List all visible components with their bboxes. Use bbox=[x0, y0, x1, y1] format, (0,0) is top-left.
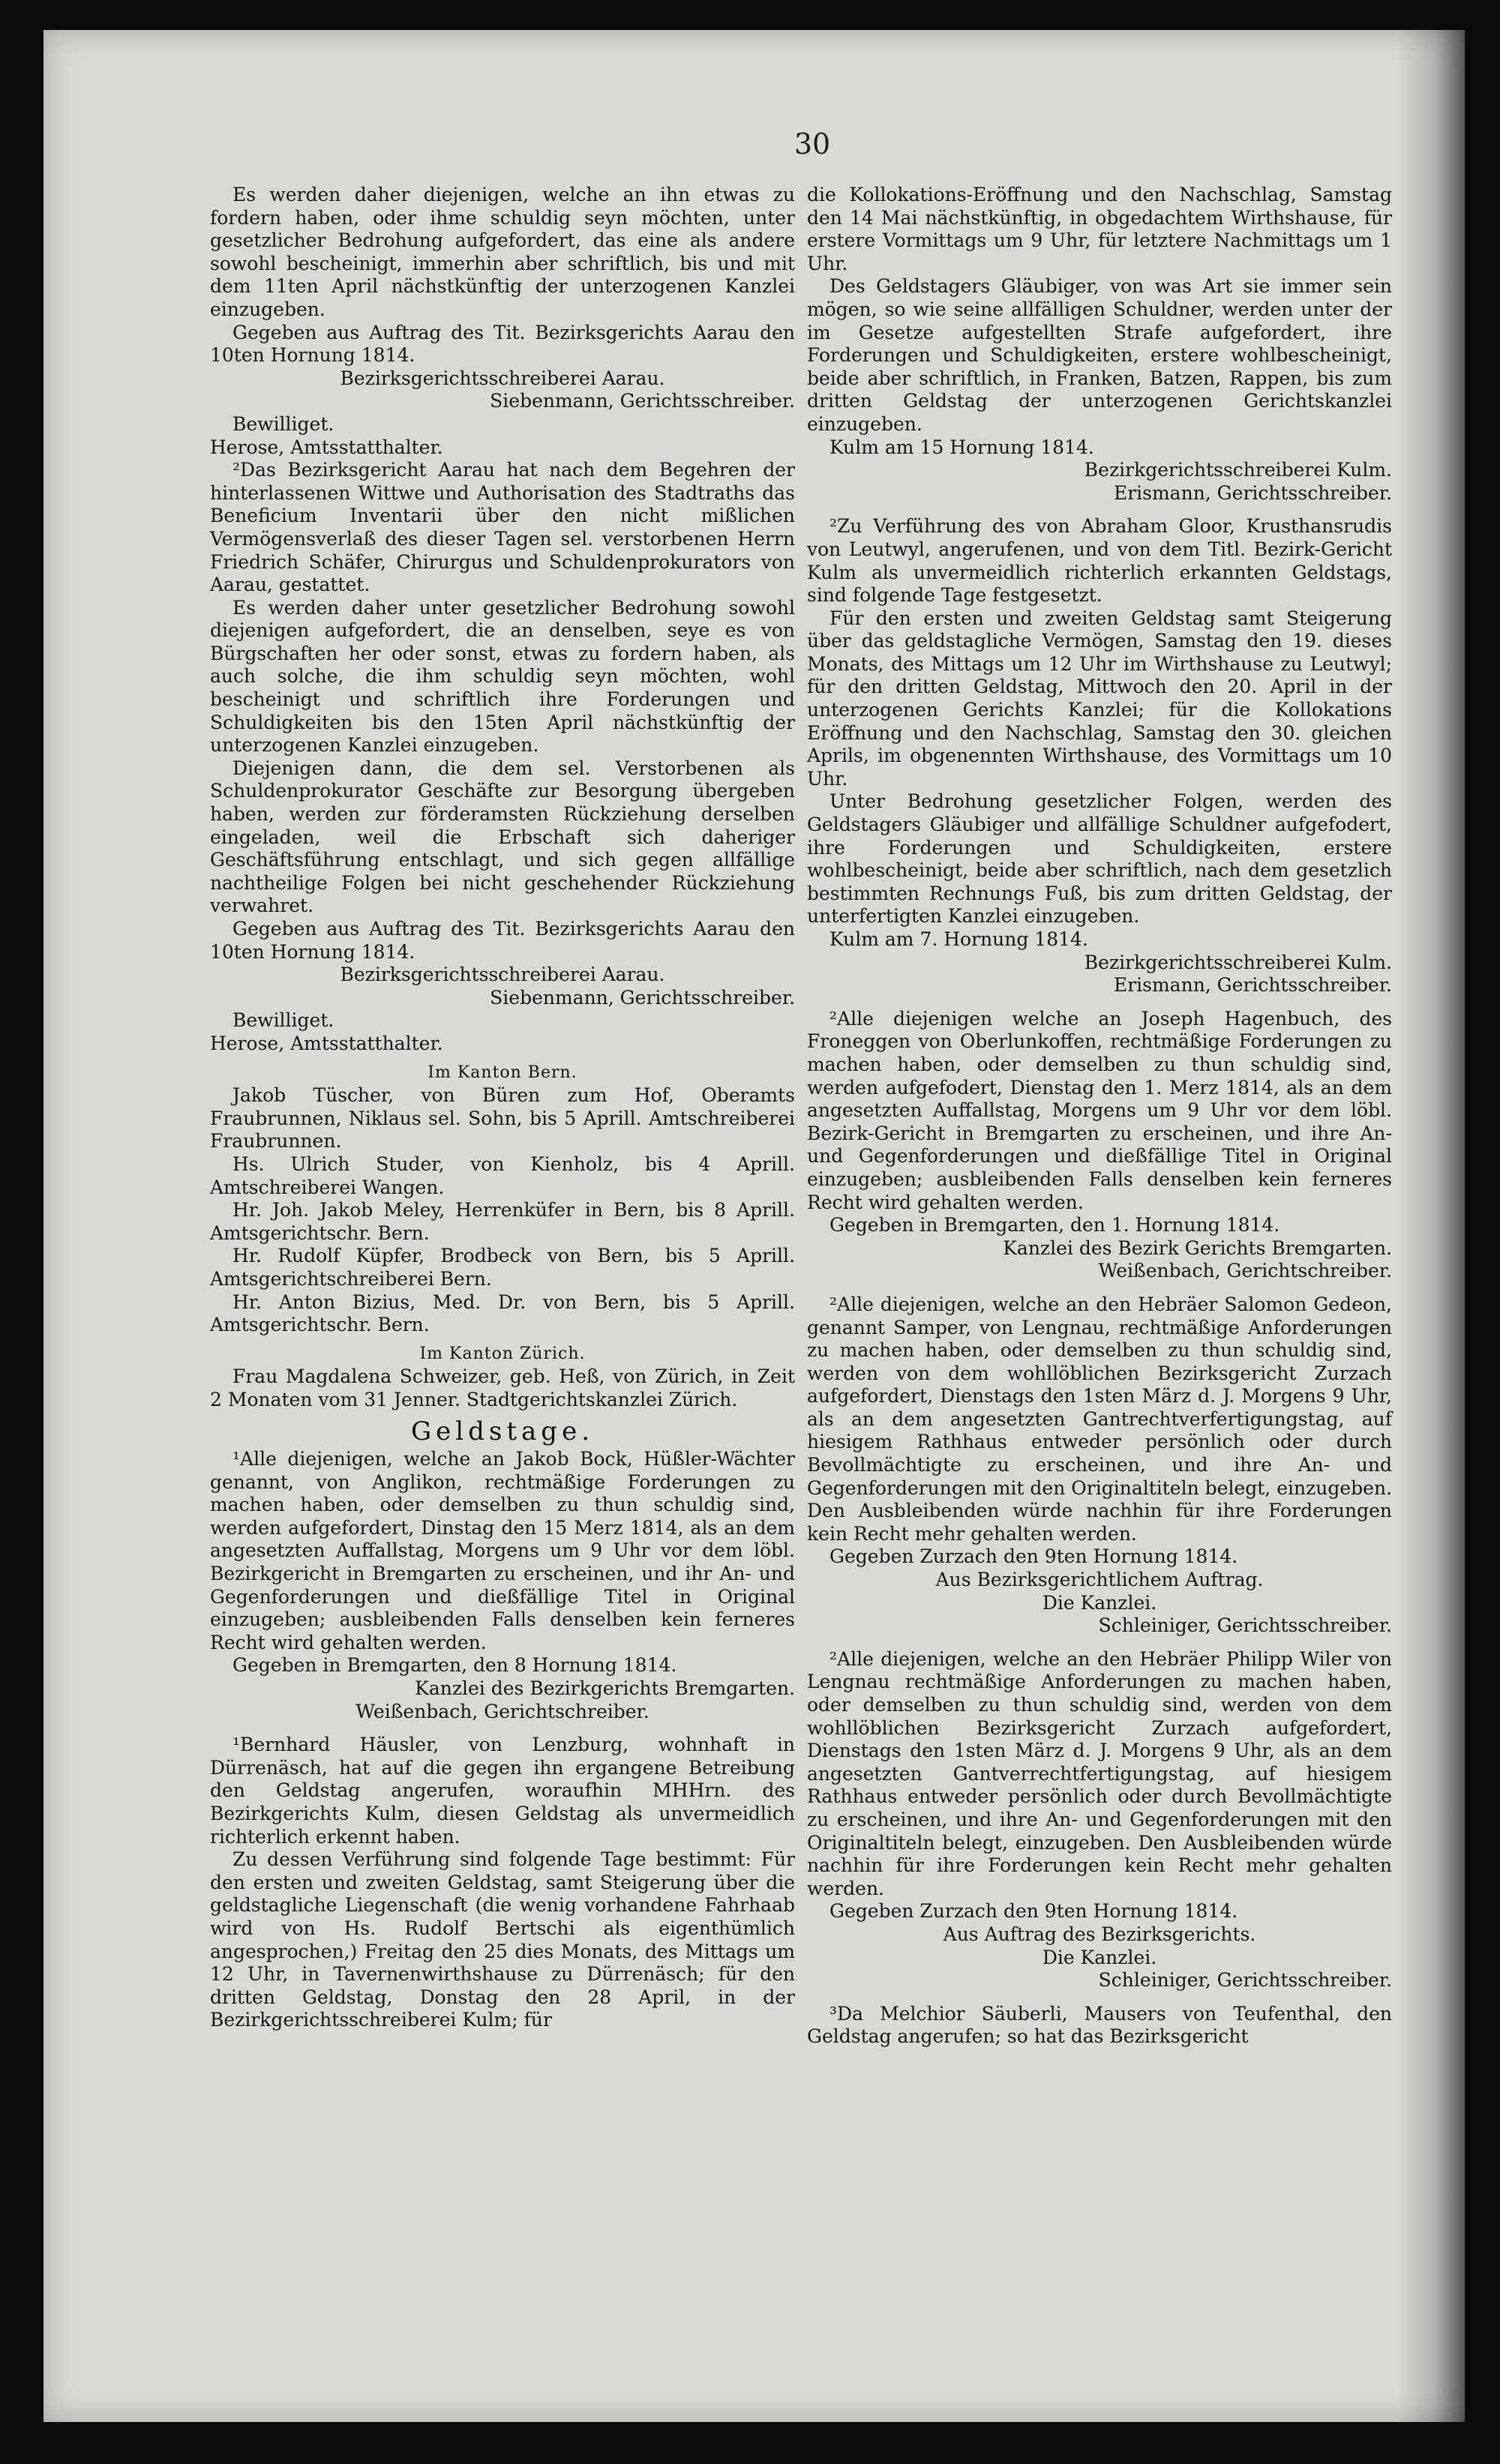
text-paragraph: Gegeben aus Auftrag des Tit. Bezirksgerichts Aarau den 10ten Hornung 1814. bbox=[210, 321, 795, 367]
text-paragraph: Gegeben in Bremgarten, den 1. Hornung 1814. bbox=[830, 1214, 1280, 1236]
text-paragraph: Bewilliget. bbox=[232, 1009, 334, 1032]
signature-line: Erismann, Gerichtsschreiber. bbox=[1113, 481, 1392, 504]
signature-line: Bezirksgerichtsschreiberei Aarau. bbox=[340, 964, 665, 986]
newspaper-page bbox=[44, 30, 1465, 2422]
text-paragraph: Bewilliget. bbox=[232, 412, 334, 435]
signature-line: Bezirkgerichtsschreiberei Kulm. bbox=[1084, 951, 1392, 973]
text-paragraph: Herose, Amtsstatthalter. bbox=[210, 1032, 443, 1054]
text-paragraph: Zu dessen Verführung sind folgende Tage bestimmt: Für den ersten und zweiten Geldstag, samt Steigerung über die geldstagliche Liegenschaft (die wenig vorhandene Fahrhaab wird von Hs. Rudolf Bertschi als eigenthümlich angesprochen,) Freitag den 25 dies Monats, des Mittags um 12 Uhr, in Tavernenwirthshause zu Dürrenäsch; für den dritten Geldstag, Donstag den 28 April, in der Bezirkgerichtsschreiberei Kulm; für bbox=[210, 1848, 795, 2031]
text-paragraph: ²Zu Verführung des von Abraham Gloor, Krusthansrudis von Leutwyl, angerufenen, und von dem Titl. Bezirk-Gericht Kulm als unvermeidlich richterlich erkannten Geldstags, sind folgende Tage festgesetzt. bbox=[807, 515, 1392, 607]
text-paragraph: Hr. Anton Bizius, Med. Dr. von Bern, bis 5 Aprill. Amtsgerichtschr. Bern. bbox=[210, 1290, 795, 1336]
page-number: 30 bbox=[794, 127, 831, 160]
text-paragraph: Herose, Amtsstatthalter. bbox=[210, 436, 443, 458]
signature-line: Siebenmann, Gerichtsschreiber. bbox=[490, 390, 795, 412]
text-paragraph: ¹Bernhard Häusler, von Lenzburg, wohnhaft in Dürrenäsch, hat auf die gegen ihn ergangene Betreibung den Geldstag angerufen, woraufhin MHHrn. des Bezirkgerichts Kulm, diesen Geldstag als unvermeidlich richterlich erkennt haben. bbox=[210, 1734, 795, 1848]
left-column bbox=[210, 184, 795, 2032]
signature-line: Bezirksgerichtsschreiberei Aarau. bbox=[340, 367, 665, 389]
signature-line: Die Kanzlei. bbox=[1042, 1591, 1157, 1614]
text-paragraph: Hs. Ulrich Studer, von Kienholz, bis 4 Aprill. Amtschreiberei Wangen. bbox=[210, 1153, 795, 1198]
canton-heading: Im Kanton Bern. bbox=[428, 1063, 578, 1082]
text-paragraph: Gegeben Zurzach den 9ten Hornung 1814. bbox=[830, 1900, 1238, 1923]
canton-heading: Im Kanton Zürich. bbox=[419, 1344, 586, 1363]
text-paragraph: Gegeben aus Auftrag des Tit. Bezirksgerichts Aarau den 10ten Hornung 1814. bbox=[210, 918, 795, 963]
text-paragraph: Es werden daher unter gesetzlicher Bedrohung sowohl diejenigen aufgefordert, die an denselben, seye es von Bürgschaften her oder sonst, etwas zu fordern haben, als auch solche, die ihm schuldig seyn möchten, wohl bescheinigt und schriftlich ihre Forderungen und Schuldigkeiten bis den 15ten April nächstkünftig der unterzogenen Kanzlei einzugeben. bbox=[210, 596, 795, 757]
text-paragraph: Kulm am 15 Hornung 1814. bbox=[830, 436, 1094, 458]
text-paragraph: Gegeben in Bremgarten, den 8 Hornung 1814. bbox=[232, 1654, 677, 1677]
signature-line: Aus Bezirksgerichtlichem Auftrag. bbox=[935, 1569, 1264, 1591]
text-paragraph: Für den ersten und zweiten Geldstag samt Steigerung über das geldstagliche Vermögen, Samstag den 19. dieses Monats, des Mittags um 12 Uhr im Wirthshause zu Leutwyl; für den dritten Geldstag, Mittwoch den 20. April in der unterzogenen Gerichts Kanzlei; für die Kollokations Eröffnung und den Nachschlag, Samstag den 30. gleichen Aprils, im obgenennten Wirthshause, des Vormittags um 10 Uhr. bbox=[807, 607, 1392, 790]
signature-line: Kanzlei des Bezirk Gerichts Bremgarten. bbox=[1003, 1236, 1392, 1259]
text-paragraph: ²Alle diejenigen, welche an den Hebräer Philipp Wiler von Lengnau rechtmäßige Anforderungen zu machen haben, oder demselben zu thun schuldig sind, werden von dem wohllöblichen Bezirksgericht Zurzach aufgefordert, Dienstags den 1sten März d. J. Morgens 9 Uhr, als an dem angesetzten Gantverrechtfertigungstag, auf hiesigem Rathhaus entweder persönlich oder durch Bevollmächtigte zu erscheinen, und ihre An- und Gegenforderungen mit den Originaltiteln belegt, einzugeben. Den Ausbleibenden würde nachhin für ihre Forderungen kein Recht mehr gehalten werden. bbox=[807, 1647, 1392, 1899]
text-paragraph: Es werden daher diejenigen, welche an ihn etwas zu fordern haben, oder ihme schuldig seyn möchten, unter gesetzlicher Bedrohung aufgefordert, das eine als andere sowohl bescheinigt, immerhin aber schriftlich, bis und mit dem 11ten April nächstkünftig der unterzogenen Kanzlei einzugeben. bbox=[210, 184, 795, 320]
text-paragraph: Jakob Tüscher, von Büren zum Hof, Oberamts Fraubrunnen, Niklaus sel. Sohn, bis 5 Aprill. Amtschreiberei Fraubrunnen. bbox=[210, 1084, 795, 1153]
text-paragraph: Hr. Joh. Jakob Meley, Herrenküfer in Bern, bis 8 Aprill. Amtsgerichtschr. Bern. bbox=[210, 1199, 795, 1244]
text-paragraph: Kulm am 7. Hornung 1814. bbox=[830, 928, 1088, 950]
signature-line: Schleiniger, Gerichtsschreiber. bbox=[1098, 1614, 1392, 1637]
signature-line: Weißenbach, Gerichtschreiber. bbox=[356, 1700, 650, 1722]
text-paragraph: ²Das Bezirksgericht Aarau hat nach dem Begehren der hinterlassenen Wittwe und Authorisation des Stadtraths das Beneficium Inventarii über den nicht mißlichen Vermögensverlaß des dieser Tagen sel. verstorbenen Herrn Friedrich Schäfer, Chirurgus und Schuldenprokurators von Aarau, gestattet. bbox=[210, 459, 795, 596]
text-paragraph: Gegeben Zurzach den 9ten Hornung 1814. bbox=[830, 1545, 1238, 1568]
text-paragraph: ²Alle diejenigen welche an Joseph Hagenbuch, des Froneggen von Oberlunkoffen, rechtmäßige Forderungen zu machen haben, oder demselben zu thun schuldig sind, werden aufgefodert, Dienstag den 1. Merz 1814, als an dem angesetzten Auffallstag, Morgens um 9 Uhr vor dem löbl. Bezirk-Gericht in Bremgarten zu erscheinen, und ihre An- und Gegenforderungen und dießfällige Titel in Original einzugeben; ausbleibenden Falls denselben kein ferneres Recht wird gehalten werden. bbox=[807, 1007, 1392, 1213]
section-heading: Geldstage. bbox=[411, 1416, 594, 1447]
signature-line: Aus Auftrag des Bezirksgerichts. bbox=[943, 1923, 1256, 1945]
signature-line: Schleiniger, Gerichtsschreiber. bbox=[1098, 1969, 1392, 1992]
text-paragraph: Hr. Rudolf Küpfer, Brodbeck von Bern, bis 5 Aprill. Amtsgerichtschreiberei Bern. bbox=[210, 1245, 795, 1290]
signature-line: Bezirkgerichtsschreiberei Kulm. bbox=[1084, 459, 1392, 481]
text-paragraph: ²Alle diejenigen, welche an den Hebräer Salomon Gedeon, genannt Samper, von Lengnau, rechtmäßige Anforderungen zu machen haben, oder demselben zu thun schuldig sind, werden von dem wohllöblichen Bezirksgericht Zurzach aufgefordert, Dienstags den 1sten März d. J. Morgens 9 Uhr, als an dem angesetzten Gantrechtverfertigungstag, auf hiesigem Rathhaus entweder persönlich oder durch Bevollmächtigte zu erscheinen, und ihre An- und Gegenforderungen mit den Originaltiteln belegt, einzugeben. Den Ausbleibenden würde nachhin für ihre Forderungen kein Recht mehr gehalten werden. bbox=[807, 1293, 1392, 1545]
right-column bbox=[807, 184, 1392, 2049]
text-paragraph: ¹Alle diejenigen, welche an Jakob Bock, Hüßler-Wächter genannt, von Anglikon, rechtmäßige Forderungen zu machen haben, oder demselben zu thun schuldig sind, werden aufgefordert, Dinstag den 15 Merz 1814, als an dem angesetzten Auffallstag, Morgens um 9 Uhr vor dem löbl. Bezirkgericht in Bremgarten zu erscheinen, und ihr An- und Gegenforderungen und dießfällige Titel in Original einzugeben; ausbleibenden Falls denselben kein ferneres Recht wird gehalten werden. bbox=[210, 1448, 795, 1653]
text-paragraph: Unter Bedrohung gesetzlicher Folgen, werden des Geldstagers Gläubiger und allfällige Schuldner aufgefodert, ihre Forderungen und Schuldigkeiten, erstere wohlbescheinigt, beide aber schriftlich, nach dem gesetzlich bestimmten Rechnungs Fuß, bis zum dritten Geldstag, der unterfertigten Kanzlei einzugeben. bbox=[807, 790, 1392, 928]
text-paragraph: Frau Magdalena Schweizer, geb. Heß, von Zürich, in Zeit 2 Monaten vom 31 Jenner. Stadtgerichtskanzlei Zürich. bbox=[210, 1365, 795, 1410]
page-spine-shadow bbox=[1397, 30, 1465, 2422]
signature-line: Die Kanzlei. bbox=[1042, 1946, 1157, 1968]
signature-line: Siebenmann, Gerichtsschreiber. bbox=[490, 986, 795, 1009]
signature-line: Kanzlei des Bezirkgerichts Bremgarten. bbox=[415, 1677, 795, 1699]
text-paragraph: Des Geldstagers Gläubiger, von was Art sie immer sein mögen, so wie seine allfälligen Schuldner, werden unter der im Gesetze aufgestellten Strafe aufgefordert, ihre Forderungen und Schuldigkeiten, erstere wohlbescheinigt, beide aber schriftlich, in Franken, Batzen, Rappen, bis zum dritten Geldstag der unterzogenen Gerichtskanzlei einzugeben. bbox=[807, 275, 1392, 435]
text-paragraph: die Kollokations-Eröffnung und den Nachschlag, Samstag den 14 Mai nächstkünftig, in obgedachtem Wirthshause, für erstere Vormittags um 9 Uhr, für letztere Nachmittags um 1 Uhr. bbox=[807, 184, 1392, 274]
text-paragraph: ³Da Melchior Säuberli, Mausers von Teufenthal, den Geldstag angerufen; so hat das Bezirksgericht bbox=[807, 2002, 1392, 2048]
signature-line: Weißenbach, Gerichtschreiber. bbox=[1098, 1260, 1392, 1282]
text-paragraph: Diejenigen dann, die dem sel. Verstorbenen als Schuldenprokurator Geschäfte zur Besorgung übergeben haben, werden zur förderamsten Rückziehung derselben eingeladen, weil die Erbschaft sich daheriger Geschäftsführung entschlagt, und sich gegen allfällige nachtheilige Folgen bei nicht geschehender Rückziehung verwahret. bbox=[210, 757, 795, 917]
signature-line: Erismann, Gerichtsschreiber. bbox=[1113, 974, 1392, 997]
